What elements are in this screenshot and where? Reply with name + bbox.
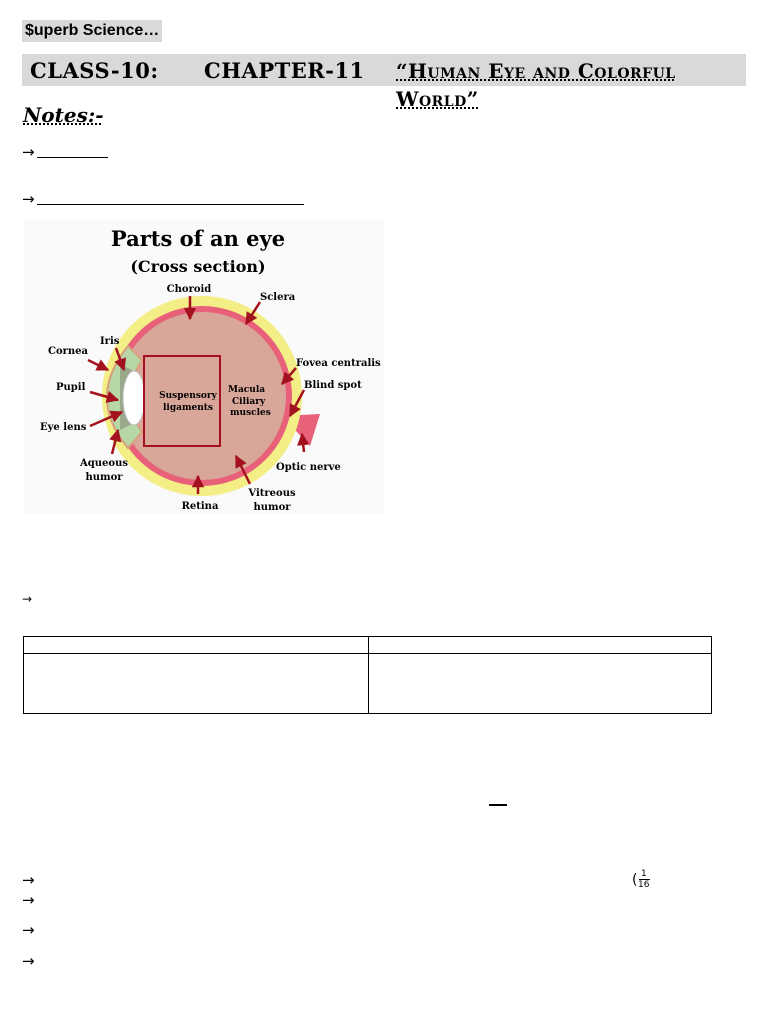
table-column-divider (368, 637, 369, 713)
arrow-bullet-1: → (22, 143, 35, 161)
label-eye-lens: Eye lens (40, 422, 87, 433)
label-blind-spot: Blind spot (304, 380, 362, 391)
fraction-paren: ( (632, 872, 638, 888)
label-humor-aqueous: humor (85, 472, 123, 483)
eye-diagram-svg (24, 220, 384, 514)
label-choroid: Choroid (166, 284, 212, 295)
lens-shape (123, 371, 145, 425)
arrow-bullet-3: → (22, 592, 33, 606)
eye-diagram (24, 220, 384, 514)
fraction-denominator: 16 (638, 880, 650, 890)
arrow-bullet-7: → (22, 952, 35, 970)
label-suspensory: Suspensory (159, 391, 217, 401)
blank-line-2 (37, 204, 304, 205)
chapter-title: “Human Eye and Colorful World” (396, 59, 676, 111)
arrow-bullet-2: → (22, 190, 35, 208)
fraction-numerator: 1 (641, 869, 647, 879)
chapter-header (22, 54, 746, 111)
arrow-bullet-5: → (22, 891, 35, 909)
label-aqueous: Aqueous (80, 458, 128, 469)
label-vitreous: Vitreous (248, 488, 296, 499)
label-humor-vitreous: humor (253, 502, 291, 513)
label-muscles: muscles (230, 408, 271, 418)
class-label: CLASS-10: (30, 58, 159, 83)
arrow-bullet-6: → (22, 921, 35, 939)
label-optic-nerve: Optic nerve (276, 462, 341, 473)
label-cornea: Cornea (48, 346, 89, 357)
comparison-table (23, 636, 712, 714)
arrow-bullet-4: → (22, 871, 35, 889)
label-fovea: Fovea centralis (296, 358, 381, 369)
label-macula: Macula (228, 385, 266, 395)
label-retina: Retina (181, 501, 219, 512)
blank-line-1 (37, 157, 108, 158)
short-dash (489, 804, 507, 806)
notes-heading: Notes:- (23, 103, 104, 127)
figure-subtitle: (Cross section) (130, 257, 266, 276)
label-sclera: Sclera (260, 292, 296, 303)
figure-title: Parts of an eye (110, 226, 286, 251)
chapter-label: CHAPTER-11 (204, 58, 365, 83)
brand-label: $uperb Science… (22, 20, 162, 42)
label-iris: Iris (100, 336, 120, 347)
label-pupil: Pupil (56, 382, 86, 393)
label-ciliary: Ciliary (232, 397, 266, 407)
label-ligaments: ligaments (163, 403, 213, 413)
